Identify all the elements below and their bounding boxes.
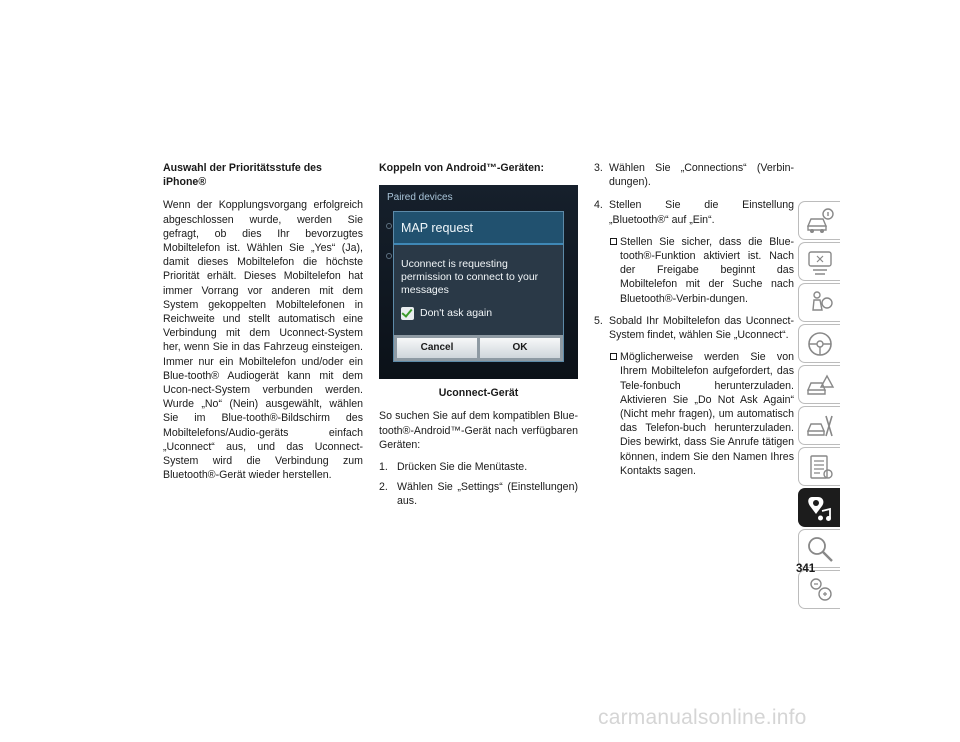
bullet-text: Möglicherweise werden Sie von Ihrem Mobiltelefon aufgefordert, das Tele-fonbuch herunterzuladen. Aktivieren Sie „Do Not Ask Again“ (Nicht mehr fragen), um automatisch das Telefon-buch herunterzuladen. Dies bewirkt, dass Sie Anrufe tätigen können, indem Sie den Namen Ihres Kontakts sagen. [620,351,794,477]
step-text: Drücken Sie die Menütaste. [397,461,528,474]
dont-ask-again-checkbox[interactable] [401,306,492,320]
watermark: carmanualsonline.info [598,706,807,729]
cancel-button[interactable]: Cancel [397,338,477,358]
step-number: 5. [594,314,603,327]
tab-car-info[interactable] [798,201,840,240]
tab-specifications[interactable] [798,447,840,486]
tab-roadside[interactable] [798,365,840,404]
map-request-dialog [393,211,564,362]
list-item [379,480,578,508]
steering-wheel-icon [805,329,835,359]
step-number: 4. [594,199,603,212]
list-item [594,314,794,342]
middle-column [379,161,578,515]
car-info-icon [805,206,835,236]
section-heading-iphone-priority: Auswahl der Prioritätsstufe des iPhone® [163,162,322,189]
right-column [594,161,794,484]
warning-lights-icon [805,247,835,277]
tab-steering-wheel[interactable] [798,324,840,363]
bullet-item [594,350,794,478]
step-number: 2. [379,481,388,494]
car-tools-icon [805,411,835,441]
tab-airbag-safety[interactable] [798,283,840,322]
checkbox-checked-icon [401,307,414,320]
iphone-priority-paragraph: Wenn der Kopplungsvorgang erfolgreich abgeschlossen wurde, werden Sie gefragt, ob dies Ihr bevorzugtes Mobiltelefon ist. Wählen Sie „Yes“ (Ja), damit dieses Mobiltelefon die höchste Priorität erhält. Dieses Mobiltelefon hat immer Vorrang vor anderen mit dem System gekoppelten Mobiltelefonen in Reichweite und stellt automatisch eine Verbindung mit dem Uconnect-System her, wenn Sie in das Fahrzeug einsteigen. Immer nur ein Mobiltelefon und/oder ein Blue-tooth® Audiogerät kann mit dem Ucon-nect-System verbunden werden. Wurde „No“ (Nein) ausgewählt, wählen Sie im Blue-tooth®-Bildschirm des Mobiltelefons/Audio-geräts einfach „Uconnect“ aus, und das Uconnect-System wird die Verbindung zum Bluetooth®-Gerät wieder herstellen. [163,199,363,482]
step-text: Wählen Sie „Settings“ (Einstellungen) aus. [397,481,578,508]
left-column [163,161,363,482]
step-number: 1. [379,461,388,474]
device-icon [386,223,392,229]
airbag-safety-icon [805,288,835,318]
bullet-text: Stellen Sie sicher, dass die Blue-tooth®-Funktion aktiviert ist. Nach der Freigabe beginnt das Mobiltelefon mit der Suche nach Bluetooth®-Verbin-dungen. [620,235,794,305]
page-number: 341 [796,563,816,575]
chapter-tab-strip [798,201,840,611]
search-index-icon [805,534,835,564]
list-item [594,198,794,226]
square-bullet-icon [610,238,617,245]
tab-warning-lights[interactable] [798,242,840,281]
bullet-item [594,235,794,306]
paired-devices-header: Paired devices [387,192,453,204]
step-text: Sobald Ihr Mobiltelefon das Uconnect-System findet, wählen Sie „Uconnect“. [609,314,794,342]
tab-multimedia[interactable] [798,488,840,527]
language-icon [805,575,835,605]
dialog-button-bar [394,335,563,361]
checkbox-label: Don't ask again [420,307,493,320]
multimedia-icon [805,493,835,523]
step-text: Stellen Sie die Einstellung „Bluetooth®“ auf „Ein“. [609,199,794,226]
device-icon [386,253,392,259]
list-item [594,161,794,189]
android-search-paragraph: So suchen Sie auf dem kompatiblen Blue-tooth®-Android™-Gerät nach verfügbaren Geräten: [379,410,578,451]
list-item [379,460,578,474]
dialog-title: MAP request [394,212,563,245]
square-bullet-icon [610,353,617,360]
roadside-warning-icon [805,370,835,400]
uconnect-screenshot [379,185,578,379]
figure-caption: Uconnect-Gerät [438,387,519,400]
step-number: 3. [594,162,603,174]
tab-language[interactable] [798,570,840,609]
step-text: Wählen Sie „Connections“ (Verbin-dungen). [609,162,794,189]
section-heading-android-pairing: Koppeln von Android™-Geräten: [379,162,544,174]
tab-car-tools[interactable] [798,406,840,445]
dialog-message: Uconnect is requesting permission to connect to your messages [401,258,539,297]
specifications-icon [805,452,835,482]
ok-button[interactable]: OK [480,338,560,358]
